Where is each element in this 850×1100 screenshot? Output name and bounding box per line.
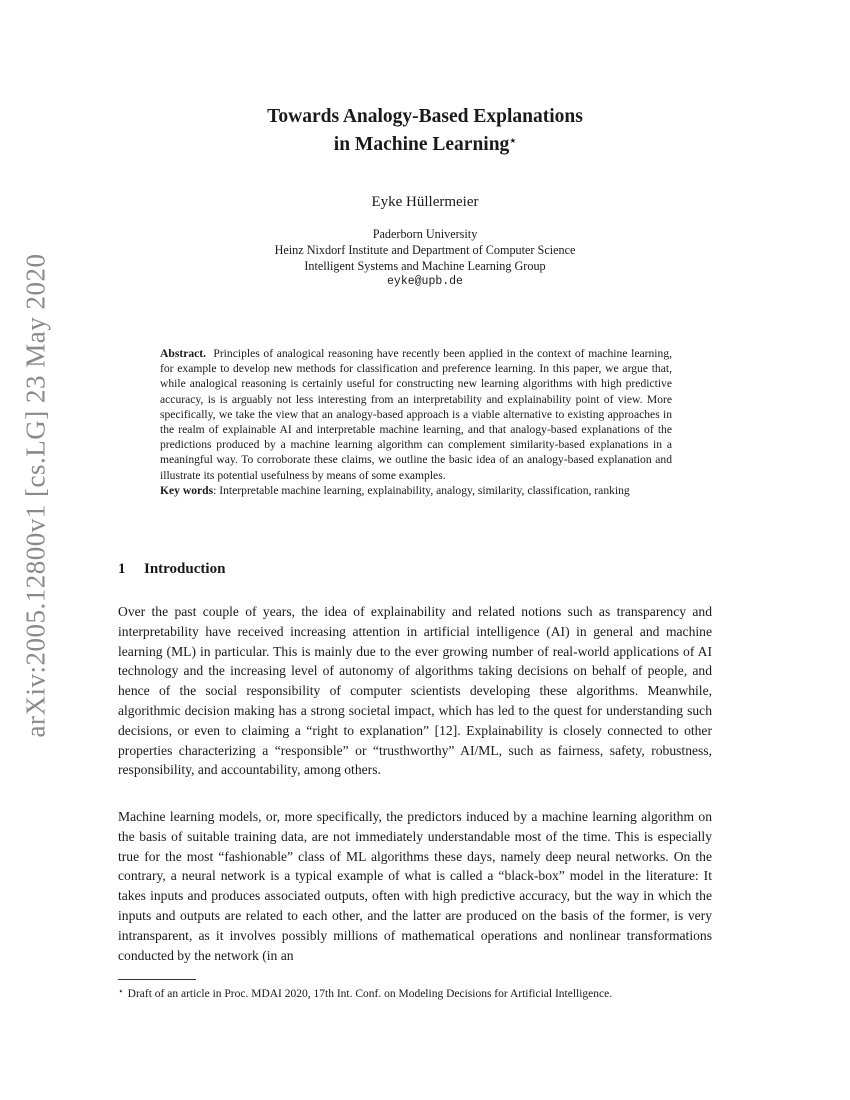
title-line-1: Towards Analogy-Based Explanations — [267, 106, 583, 127]
footnote-rule — [118, 979, 196, 980]
affiliation-group: Intelligent Systems and Machine Learning Group — [304, 259, 546, 273]
abstract-text: Principles of analogical reasoning have recently been applied in the context of machine learning, for example to develop new methods for classification and preference learning. In this paper, we argue that, while analogical reasoning is certainly useful for constructing new learning algorithms with high predictive accuracy, is is arguably not less interesting from an interpretability and explainability point of view. More specifically, we take the view that an analogy-based approach is a viable alternative to existing approaches in the realm of explainable AI and interpretable machine learning, and that analogy-based explanations of the predictions produced by a machine learning algorithm can complement similarity-based explanations in a meaningful way. To corroborate these claims, we outline the basic idea of an analogy-based explanation and illustrate its potential usefulness by means of some examples. — [160, 347, 673, 482]
abstract-label: Abstract. — [160, 347, 207, 360]
paper-title — [0, 104, 850, 157]
title-line-2 — [0, 129, 850, 157]
intro-paragraph-1: Over the past couple of years, the idea of explainability and related notions such as transparency and interpretability have received increasing attention in artificial intelligence (AI) in general and machine learning (ML) in particular. This is mainly due to the ever growing number of real-world applications of AI technology and the increasing level of autonomy of algorithms taking decisions on behalf of people, and hence of the social responsibility of computer scientists developing these algorithms. Meanwhile, algorithmic decision making has a strong societal impact, which has led to the quest for understanding such decisions, or even to claiming a “right to explanation” [12]. Explainability is closely connected to other properties characterizing a “responsible” or “trusthworthy” AI/ML, such as fairness, safety, robustness, responsibility, and accountability, among others. — [118, 604, 712, 778]
keywords-text: : Interpretable machine learning, explainability, analogy, similarity, classification, ranking — [213, 483, 630, 497]
keywords-line — [160, 483, 672, 498]
section-number: 1 — [118, 561, 126, 577]
intro-paragraph-2: Machine learning models, or, more specifically, the predictors induced by a machine learning algorithm on the basis of suitable training data, are not immediately understandable most of the time. This is especially true for the most “fashionable” class of ML algorithms these days, namely deep neural networks. On the contrary, a neural network is a typical example of what is called a “black-box” model in the literature: It takes inputs and produces associated outputs, often with high predictive accuracy, but the way in which the inputs and outputs are related to each other, and the latter are produced on the basis of the former, is very intransparent, as it involves possibly millions of mathematical operations and nonlinear transformations conducted by the network (in an — [118, 809, 712, 963]
footnote-text: Draft of an article in Proc. MDAI 2020, 17th Int. Conf. on Modeling Decisions for Artificial Intelligence. — [127, 988, 613, 1000]
keywords-label: Key words — [160, 483, 214, 497]
title-line-2-text: in Machine Learning — [333, 134, 510, 155]
abstract-paragraph — [160, 346, 672, 483]
abstract-block — [160, 346, 672, 498]
affiliation-university: Paderborn University — [372, 227, 478, 241]
title-footnote-mark: ⋆ — [509, 135, 517, 147]
author-email[interactable]: eyke@upb.de — [387, 275, 463, 288]
author-name: Eyke Hüllermeier — [371, 194, 479, 210]
footnote — [118, 984, 718, 1002]
affiliation-block — [0, 226, 850, 290]
arxiv-sidebar — [6, 253, 66, 737]
footnote-mark: ⋆ — [118, 986, 124, 996]
affiliation-institute: Heinz Nixdorf Institute and Department of Computer Science — [274, 243, 576, 257]
section-heading — [118, 561, 225, 578]
arxiv-identifier: arXiv:2005.12800v1 [cs.LG] 23 May 2020 — [20, 253, 51, 737]
section-title: Introduction — [144, 561, 226, 577]
